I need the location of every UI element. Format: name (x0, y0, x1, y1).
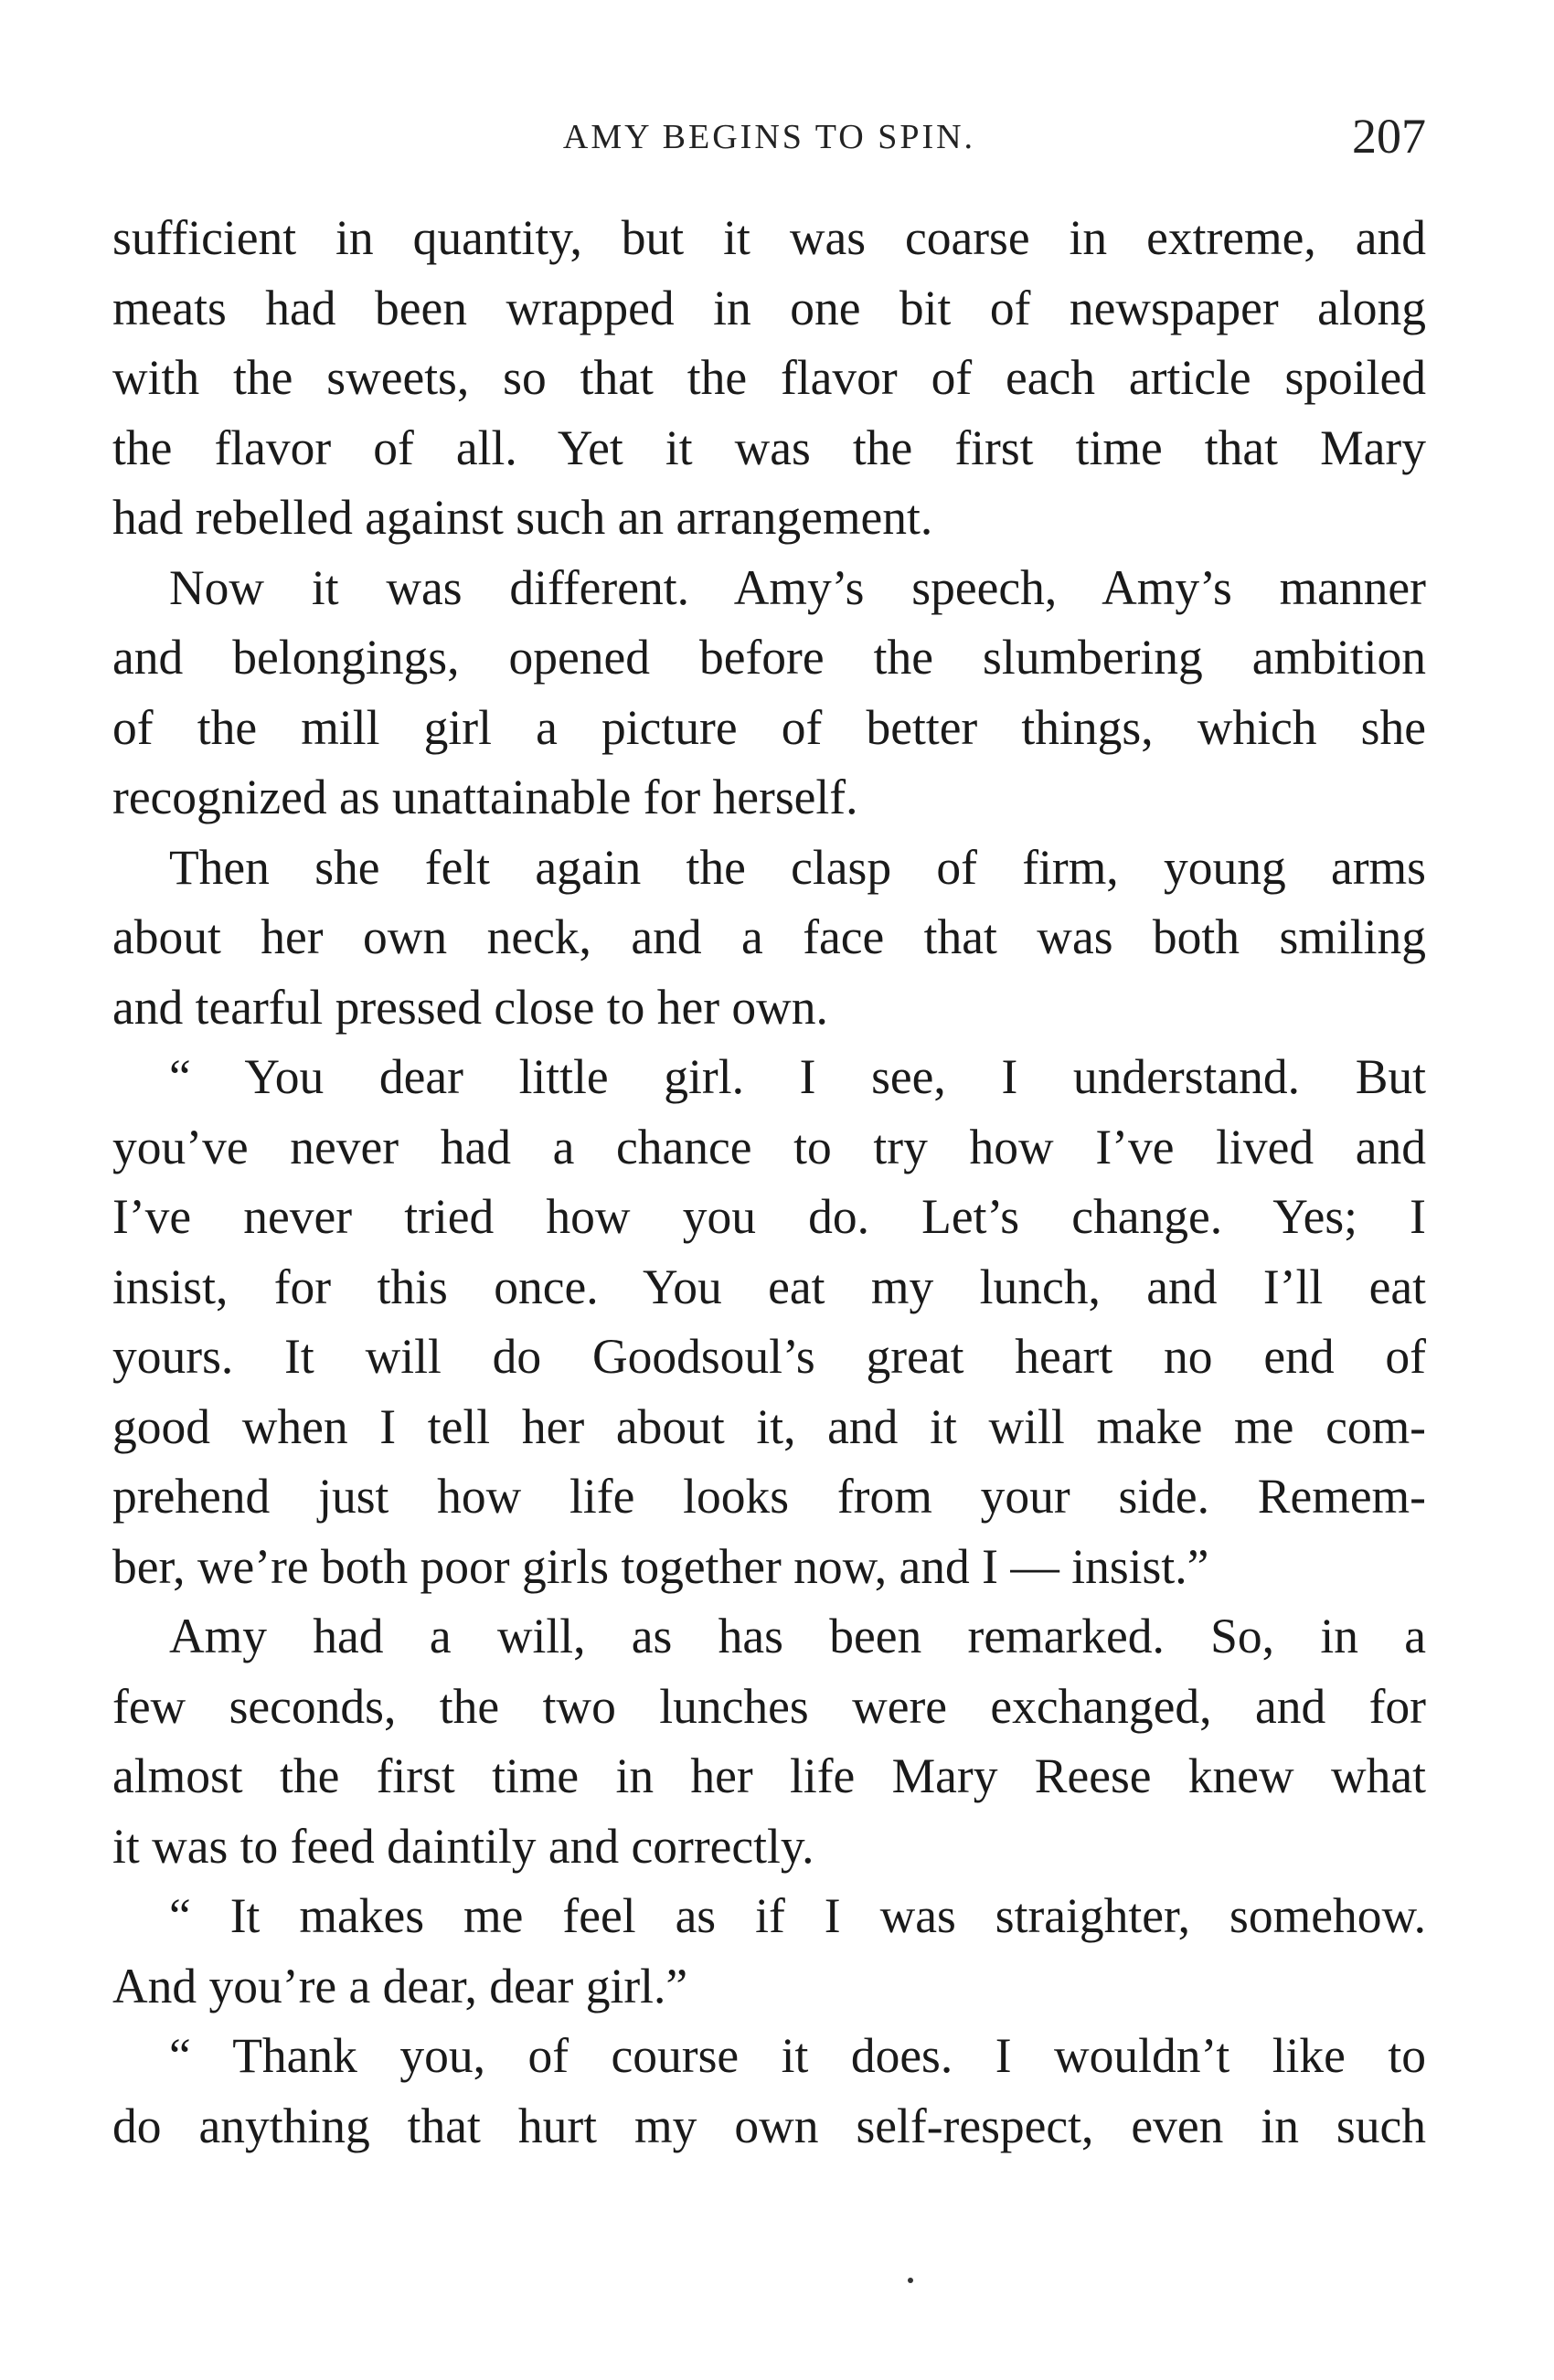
text-line: Then she felt again the clasp of firm, young arms (169, 839, 1426, 895)
running-title: AMY BEGINS TO SPIN. (562, 118, 976, 156)
text-line: and tearful pressed close to her own. (112, 979, 828, 1035)
text-line: recognized as unattainable for herself. (112, 770, 858, 824)
paragraph (112, 2021, 1426, 2161)
text-line: yours. It will do Goodsoul’s great heart no end of (112, 1329, 1426, 1384)
text-line: ber, we’re both poor girls together now, and I — insist.” (112, 1538, 1209, 1594)
print-speck (908, 2278, 913, 2283)
page-header (112, 108, 1426, 172)
text-line: about her own neck, and a face that was both smiling (112, 909, 1426, 964)
text-line: it was to feed daintily and correctly. (112, 1818, 814, 1874)
body-text (112, 203, 1426, 2161)
text-line: sufficient in quantity, but it was coarse in extreme, and (112, 210, 1426, 265)
text-line: and belongings, opened before the slumbering ambition (112, 630, 1426, 685)
text-line: few seconds, the two lunches were exchanged, and for (112, 1678, 1426, 1734)
text-line: insist, for this once. You eat my lunch, and I’ll eat (112, 1259, 1426, 1314)
paragraph (112, 833, 1426, 1043)
text-line: good when I tell her about it, and it will make me com- (112, 1398, 1426, 1454)
text-line: do anything that hurt my own self-respect, even in such (112, 2098, 1426, 2153)
text-line: with the sweets, so that the flavor of each article spoiled (112, 350, 1426, 405)
text-line: “ You dear little girl. I see, I understand. But (169, 1049, 1426, 1104)
text-line: I’ve never tried how you do. Let’s change. Yes; I (112, 1189, 1426, 1244)
text-line: you’ve never had a chance to try how I’ve lived and (112, 1119, 1426, 1174)
text-line: Amy had a will, as has been remarked. So, in a (169, 1609, 1426, 1663)
paragraph (112, 1042, 1426, 1601)
paragraph (112, 203, 1426, 553)
page-number: 207 (1352, 109, 1426, 164)
text-line: And you’re a dear, dear girl.” (112, 1958, 688, 2013)
text-line: the flavor of all. Yet it was the first time that Mary (112, 420, 1426, 475)
text-line: Now it was different. Amy’s speech, Amy’s manner (169, 559, 1426, 615)
text-line: had rebelled against such an arrangement. (112, 490, 933, 545)
text-line: “ Thank you, of course it does. I wouldn’t like to (169, 2028, 1426, 2083)
text-line: prehend just how life looks from your side. Remem- (112, 1469, 1426, 1524)
paragraph (112, 1881, 1426, 2021)
paragraph (112, 553, 1426, 833)
paragraph (112, 1601, 1426, 1881)
text-line: “ It makes me feel as if I was straighter, somehow. (169, 1888, 1426, 1943)
text-line: meats had been wrapped in one bit of newspaper along (112, 280, 1426, 335)
text-line: of the mill girl a picture of better things, which she (112, 699, 1426, 755)
text-line: almost the first time in her life Mary Reese knew what (112, 1748, 1426, 1803)
